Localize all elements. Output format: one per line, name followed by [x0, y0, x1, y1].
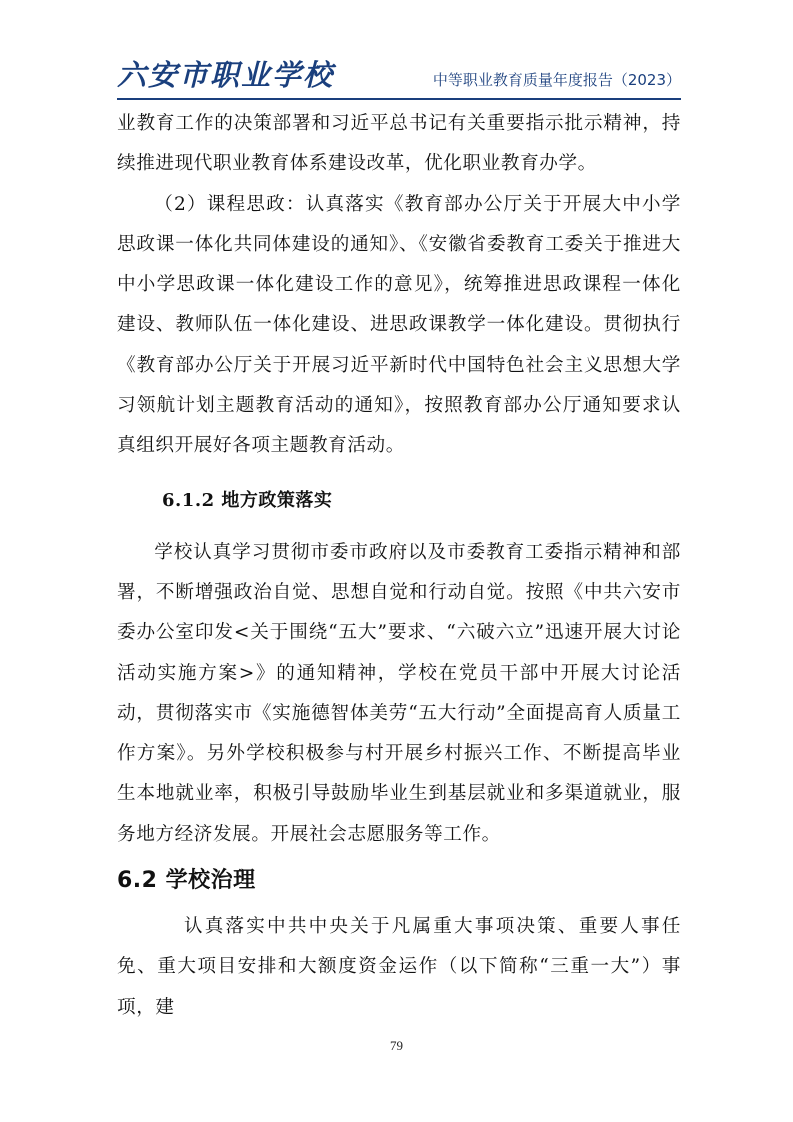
subheading-local-policy: 6.1.2 地方政策落实	[162, 489, 333, 511]
page-header	[117, 58, 681, 98]
page-content	[117, 104, 681, 1028]
header-divider	[117, 98, 681, 100]
section-heading-school-governance: 6.2 学校治理	[117, 868, 256, 894]
school-logo-text: 六安市职业学校	[117, 58, 335, 92]
page-number: 79	[390, 1038, 403, 1053]
paragraph-ideology-course: （2）课程思政：认真落实《教育部办公厅关于开展大中小学思政课一体化共同体建设的通知》、《安徽省委教育工委关于推进大中小学思政课一体化建设工作的意见》，统筹推进思政课程一体化建设、教师队伍一体化建设、进思政课教学一体化建设。贯彻执行《教育部办公厅关于开展习近平新时代中国特色社会主义思想大学习领航计划主题教育活动的通知》，按照教育部办公厅通知要求认真组织开展好各项主题教育活动。	[117, 193, 681, 457]
paragraph-local-policy: 学校认真学习贯彻市委市政府以及市委教育工委指示精神和部署，不断增强政治自觉、思想自觉和行动自觉。按照《中共六安市委办公室印发<关于围绕“五大”要求、“六破六立”迅速开展大讨论活动实施方案>》的通知精神，学校在党员干部中开展大讨论活动，贯彻落实市《实施德智体美劳“五大行动”全面提高育人质量工作方案》。另外学校积极参与村开展乡村振兴工作、不断提高毕业生本地就业率，积极引导鼓励毕业生到基层就业和多渠道就业，服务地方经济发展。开展社会志愿服务等工作。	[117, 541, 681, 845]
paragraph-continued: 业教育工作的决策部署和习近平总书记有关重要指示批示精神，持续推进现代职业教育体系建设改革，优化职业教育办学。	[117, 113, 681, 175]
report-title: 中等职业教育质量年度报告（2023）	[432, 71, 681, 89]
paragraph-school-governance: 认真落实中共中央关于凡属重大事项决策、重要人事任免、重大项目安排和大额度资金运作（以下简称“三重一大”）事项，建	[117, 916, 681, 1018]
